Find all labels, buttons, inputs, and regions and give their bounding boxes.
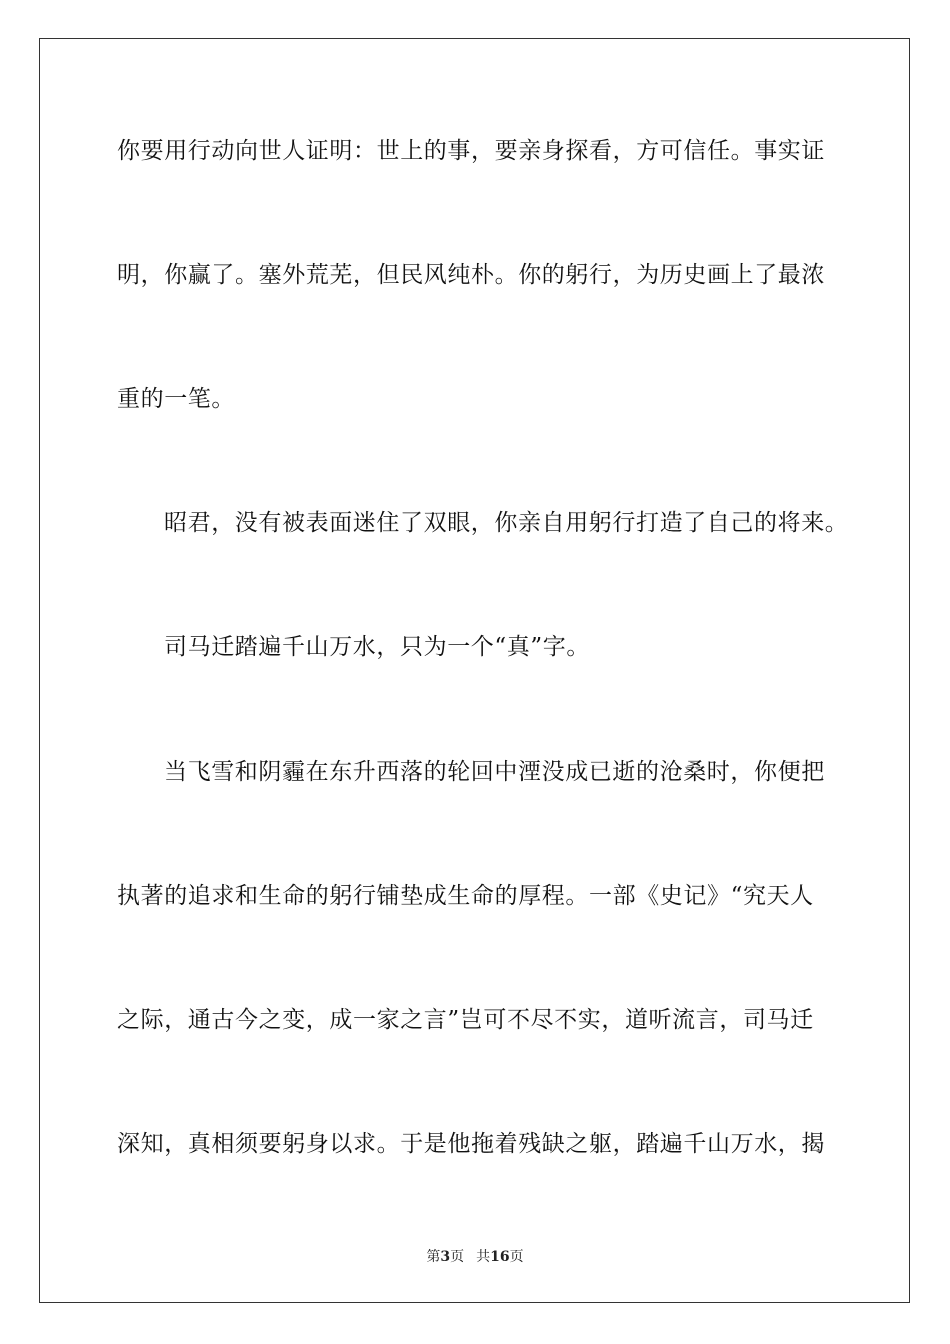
text-line-8: 之际，通古今之变，成一家之言”岂可不尽不实，道听流言，司马迁 (117, 1007, 814, 1033)
footer-total-pages: 16 (490, 1249, 510, 1265)
footer-total-prefix: 共 (476, 1249, 491, 1265)
footer-page-number: 3 (440, 1249, 451, 1265)
text-line-6: 当飞雪和阴霾在东升西落的轮回中湮没成已逝的沧桑时，你便把 (164, 759, 825, 785)
text-line-9: 深知，真相须要躬身以求。于是他拖着残缺之躯，踏遍千山万水，揭 (117, 1131, 825, 1157)
text-line-7: 执著的追求和生命的躬行铺垫成生命的厚程。一部《史记》“究天人 (117, 883, 814, 909)
text-line-2: 明，你赢了。塞外荒芜，但民风纯朴。你的躬行，为历史画上了最浓 (117, 262, 825, 288)
footer-page-suffix: 页 (450, 1249, 465, 1265)
text-line-4: 昭君，没有被表面迷住了双眼，你亲自用躬行打造了自己的将来。 (164, 510, 849, 536)
footer-total-suffix: 页 (509, 1249, 524, 1265)
footer-page-prefix: 第 (426, 1249, 441, 1265)
page-footer (0, 1248, 950, 1266)
page-border (39, 38, 910, 1303)
text-line-1: 你要用行动向世人证明：世上的事，要亲身探看，方可信任。事实证 (117, 138, 825, 164)
text-line-3: 重的一笔。 (117, 386, 235, 412)
text-line-5: 司马迁踏遍千山万水，只为一个“真”字。 (164, 634, 590, 660)
